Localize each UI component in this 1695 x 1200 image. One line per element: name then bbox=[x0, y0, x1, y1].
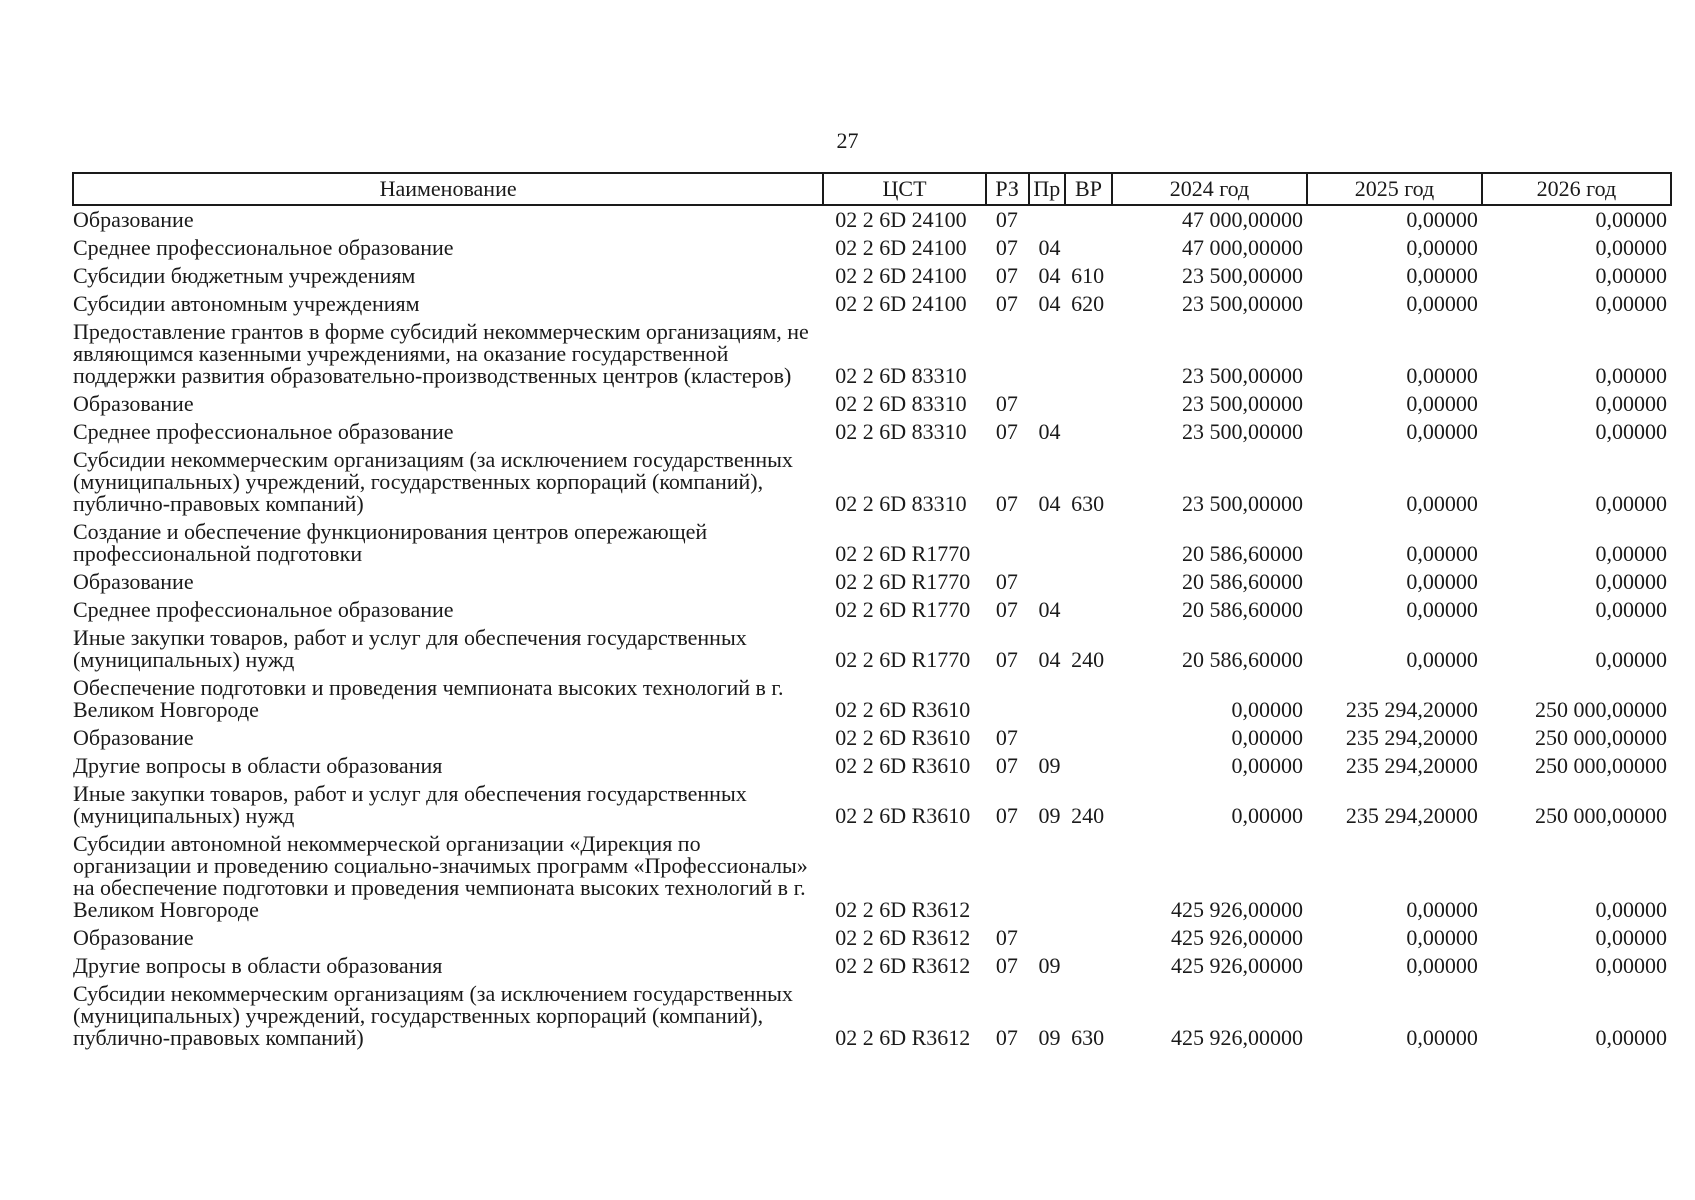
cell-pr bbox=[1029, 924, 1066, 952]
cell-2024: 23 500,00000 bbox=[1182, 363, 1304, 388]
cell-vr: 630 bbox=[1071, 1025, 1105, 1050]
cell-pr bbox=[1029, 390, 1066, 418]
cell-cst: 02 2 6D R1770 bbox=[835, 647, 971, 672]
cell-name: Иные закупки товаров, работ и услуг для обеспечения государственных (муниципальных) нужд bbox=[73, 625, 747, 672]
cell-name: Другие вопросы в области образования bbox=[73, 953, 443, 978]
cell-2025: 0,00000 bbox=[1406, 391, 1478, 416]
cell-rz: 07 bbox=[995, 1025, 1018, 1050]
cell-vr: 610 bbox=[1071, 263, 1105, 288]
cell-vr bbox=[1065, 390, 1112, 418]
cell-rz bbox=[986, 318, 1029, 390]
cell-name: Образование bbox=[73, 725, 194, 750]
cell-2025: 0,00000 bbox=[1406, 925, 1478, 950]
cell-2024: 23 500,00000 bbox=[1182, 419, 1304, 444]
cell-name: Среднее профессиональное образование bbox=[73, 419, 454, 444]
cell-2024: 47 000,00000 bbox=[1182, 207, 1304, 232]
cell-pr: 04 bbox=[1038, 419, 1061, 444]
cell-cst: 02 2 6D R1770 bbox=[835, 597, 971, 622]
cell-2024: 425 926,00000 bbox=[1171, 897, 1304, 922]
cell-2025: 0,00000 bbox=[1406, 263, 1478, 288]
cell-name: Образование bbox=[73, 207, 194, 232]
cell-rz: 07 bbox=[995, 419, 1018, 444]
cell-2025: 0,00000 bbox=[1406, 363, 1478, 388]
cell-2026: 250 000,00000 bbox=[1535, 697, 1667, 722]
cell-cst: 02 2 6D 83310 bbox=[835, 491, 967, 516]
cell-name: Субсидии некоммерческим организациям (за исключением государственных (муниципальных) учреждений, государственных корпораций (компаний), публично-правовых компаний) bbox=[73, 981, 793, 1050]
cell-pr bbox=[1029, 674, 1066, 724]
table-row bbox=[73, 596, 1671, 624]
cell-cst: 02 2 6D R3610 bbox=[835, 725, 971, 750]
cell-name: Субсидии автономной некоммерческой организации «Дирекция по организации и проведению социально-значимых программ «Профессионалы» на обеспечение подготовки и проведения чемпионата высоких технологий в г. Великом Новгороде bbox=[73, 831, 808, 922]
cell-rz bbox=[986, 830, 1029, 924]
cell-pr: 04 bbox=[1038, 597, 1061, 622]
cell-2024: 425 926,00000 bbox=[1171, 925, 1304, 950]
cell-vr: 630 bbox=[1071, 491, 1105, 516]
cell-2024: 23 500,00000 bbox=[1182, 291, 1304, 316]
table-row bbox=[73, 724, 1671, 752]
table-row bbox=[73, 205, 1671, 234]
cell-2024: 47 000,00000 bbox=[1182, 235, 1304, 260]
cell-2024: 23 500,00000 bbox=[1182, 491, 1304, 516]
table-row bbox=[73, 234, 1671, 262]
table-row bbox=[73, 924, 1671, 952]
cell-rz: 07 bbox=[995, 753, 1018, 778]
table-body bbox=[73, 205, 1671, 1052]
cell-2026: 250 000,00000 bbox=[1535, 725, 1667, 750]
cell-name: Образование bbox=[73, 925, 194, 950]
cell-vr bbox=[1065, 924, 1112, 952]
cell-vr bbox=[1065, 234, 1112, 262]
cell-2024: 425 926,00000 bbox=[1171, 953, 1304, 978]
cell-2026: 0,00000 bbox=[1595, 569, 1667, 594]
cell-rz: 07 bbox=[995, 291, 1018, 316]
cell-rz bbox=[986, 674, 1029, 724]
cell-2026: 0,00000 bbox=[1595, 897, 1667, 922]
table-row bbox=[73, 568, 1671, 596]
cell-pr: 09 bbox=[1038, 803, 1061, 828]
cell-name: Субсидии бюджетным учреждениям bbox=[73, 263, 416, 288]
cell-name: Создание и обеспечение функционирования центров опережающей профессиональной подготовки bbox=[73, 519, 708, 566]
header-2026: 2026 год bbox=[1482, 173, 1671, 205]
cell-cst: 02 2 6D 24100 bbox=[835, 235, 967, 260]
cell-name: Образование bbox=[73, 391, 194, 416]
cell-2025: 235 294,20000 bbox=[1345, 697, 1478, 722]
cell-2025: 235 294,20000 bbox=[1345, 753, 1478, 778]
cell-vr bbox=[1065, 205, 1112, 234]
cell-vr bbox=[1065, 830, 1112, 924]
cell-2024: 23 500,00000 bbox=[1182, 263, 1304, 288]
cell-cst: 02 2 6D R1770 bbox=[835, 541, 971, 566]
cell-pr: 04 bbox=[1038, 291, 1061, 316]
cell-2025: 0,00000 bbox=[1406, 597, 1478, 622]
cell-cst: 02 2 6D 83310 bbox=[835, 363, 967, 388]
cell-pr bbox=[1029, 205, 1066, 234]
cell-name: Иные закупки товаров, работ и услуг для обеспечения государственных (муниципальных) нужд bbox=[73, 781, 747, 828]
table-row bbox=[73, 780, 1671, 830]
table-row bbox=[73, 446, 1671, 518]
cell-pr: 09 bbox=[1038, 953, 1061, 978]
cell-rz: 07 bbox=[995, 207, 1018, 232]
header-name: Наименование bbox=[73, 173, 823, 205]
table-row bbox=[73, 952, 1671, 980]
cell-name: Обеспечение подготовки и проведения чемпионата высоких технологий в г. Великом Новгороде bbox=[73, 675, 784, 722]
cell-vr bbox=[1065, 724, 1112, 752]
cell-pr: 04 bbox=[1038, 263, 1061, 288]
cell-2026: 250 000,00000 bbox=[1535, 803, 1667, 828]
cell-2024: 0,00000 bbox=[1231, 725, 1304, 750]
cell-2026: 0,00000 bbox=[1595, 207, 1667, 232]
cell-2026: 0,00000 bbox=[1595, 541, 1667, 566]
cell-2024: 425 926,00000 bbox=[1171, 1025, 1304, 1050]
cell-cst: 02 2 6D R1770 bbox=[835, 569, 971, 594]
cell-2025: 0,00000 bbox=[1406, 647, 1478, 672]
cell-vr bbox=[1065, 518, 1112, 568]
cell-2024: 20 586,60000 bbox=[1182, 647, 1304, 672]
header-2025: 2025 год bbox=[1307, 173, 1482, 205]
cell-rz: 07 bbox=[995, 235, 1018, 260]
cell-pr: 09 bbox=[1038, 1025, 1061, 1050]
cell-rz: 07 bbox=[995, 263, 1018, 288]
table-row bbox=[73, 518, 1671, 568]
cell-2024: 20 586,60000 bbox=[1182, 541, 1304, 566]
cell-pr: 04 bbox=[1038, 491, 1061, 516]
cell-vr: 240 bbox=[1071, 803, 1105, 828]
cell-vr bbox=[1065, 674, 1112, 724]
cell-2026: 0,00000 bbox=[1595, 1025, 1667, 1050]
cell-2026: 0,00000 bbox=[1595, 925, 1667, 950]
cell-2025: 0,00000 bbox=[1406, 1025, 1478, 1050]
cell-rz: 07 bbox=[995, 569, 1018, 594]
cell-cst: 02 2 6D R3610 bbox=[835, 753, 971, 778]
cell-rz: 07 bbox=[995, 803, 1018, 828]
cell-2026: 0,00000 bbox=[1595, 363, 1667, 388]
cell-2026: 0,00000 bbox=[1595, 391, 1667, 416]
cell-rz: 07 bbox=[995, 597, 1018, 622]
cell-name: Другие вопросы в области образования bbox=[73, 753, 443, 778]
cell-2024: 20 586,60000 bbox=[1182, 597, 1304, 622]
cell-2025: 0,00000 bbox=[1406, 207, 1478, 232]
cell-name: Среднее профессиональное образование bbox=[73, 597, 454, 622]
cell-2026: 0,00000 bbox=[1595, 263, 1667, 288]
cell-name: Предоставление грантов в форме субсидий некоммерческим организациям, не являющимся казенными учреждениями, на оказание государственной поддержки развития образовательно-производственных центров (кластеров) bbox=[73, 319, 809, 388]
header-row bbox=[73, 173, 1671, 205]
table-row bbox=[73, 262, 1671, 290]
cell-2026: 250 000,00000 bbox=[1535, 753, 1667, 778]
cell-2024: 20 586,60000 bbox=[1182, 569, 1304, 594]
cell-vr bbox=[1065, 318, 1112, 390]
cell-rz: 07 bbox=[995, 725, 1018, 750]
header-2024: 2024 год bbox=[1112, 173, 1307, 205]
cell-name: Субсидии автономным учреждениям bbox=[73, 291, 420, 316]
cell-pr: 09 bbox=[1038, 753, 1061, 778]
cell-vr: 240 bbox=[1071, 647, 1105, 672]
cell-pr bbox=[1029, 830, 1066, 924]
cell-cst: 02 2 6D 24100 bbox=[835, 207, 967, 232]
cell-pr bbox=[1029, 568, 1066, 596]
cell-2026: 0,00000 bbox=[1595, 597, 1667, 622]
cell-cst: 02 2 6D 24100 bbox=[835, 263, 967, 288]
cell-2025: 0,00000 bbox=[1406, 491, 1478, 516]
cell-name: Образование bbox=[73, 569, 194, 594]
cell-2024: 0,00000 bbox=[1231, 697, 1304, 722]
cell-2026: 0,00000 bbox=[1595, 291, 1667, 316]
cell-2025: 0,00000 bbox=[1406, 235, 1478, 260]
cell-2024: 0,00000 bbox=[1231, 753, 1304, 778]
cell-rz: 07 bbox=[995, 925, 1018, 950]
table-row bbox=[73, 290, 1671, 318]
table-row bbox=[73, 418, 1671, 446]
cell-2025: 0,00000 bbox=[1406, 291, 1478, 316]
cell-2026: 0,00000 bbox=[1595, 235, 1667, 260]
cell-vr bbox=[1065, 418, 1112, 446]
table-row bbox=[73, 830, 1671, 924]
cell-cst: 02 2 6D R3612 bbox=[835, 953, 971, 978]
cell-pr bbox=[1029, 318, 1066, 390]
cell-2025: 0,00000 bbox=[1406, 419, 1478, 444]
cell-2024: 23 500,00000 bbox=[1182, 391, 1304, 416]
header-rz: РЗ bbox=[986, 173, 1029, 205]
cell-cst: 02 2 6D R3612 bbox=[835, 897, 971, 922]
cell-rz: 07 bbox=[995, 391, 1018, 416]
table-row bbox=[73, 980, 1671, 1052]
table-header bbox=[73, 173, 1671, 205]
cell-2026: 0,00000 bbox=[1595, 491, 1667, 516]
header-vr: ВР bbox=[1065, 173, 1112, 205]
budget-table bbox=[72, 172, 1672, 1052]
cell-pr: 04 bbox=[1038, 235, 1061, 260]
table-row bbox=[73, 752, 1671, 780]
cell-2025: 235 294,20000 bbox=[1345, 725, 1478, 750]
cell-cst: 02 2 6D R3610 bbox=[835, 697, 971, 722]
cell-2025: 235 294,20000 bbox=[1345, 803, 1478, 828]
page-number: 27 bbox=[836, 128, 859, 153]
table-row bbox=[73, 390, 1671, 418]
table-row bbox=[73, 318, 1671, 390]
cell-rz bbox=[986, 518, 1029, 568]
cell-2024: 0,00000 bbox=[1231, 803, 1304, 828]
cell-vr bbox=[1065, 596, 1112, 624]
cell-2025: 0,00000 bbox=[1406, 897, 1478, 922]
cell-cst: 02 2 6D 24100 bbox=[835, 291, 967, 316]
cell-2025: 0,00000 bbox=[1406, 953, 1478, 978]
cell-2026: 0,00000 bbox=[1595, 419, 1667, 444]
cell-rz: 07 bbox=[995, 491, 1018, 516]
cell-cst: 02 2 6D R3612 bbox=[835, 925, 971, 950]
table-row bbox=[73, 674, 1671, 724]
cell-cst: 02 2 6D R3610 bbox=[835, 803, 971, 828]
cell-name: Среднее профессиональное образование bbox=[73, 235, 454, 260]
cell-2026: 0,00000 bbox=[1595, 953, 1667, 978]
cell-cst: 02 2 6D 83310 bbox=[835, 391, 967, 416]
cell-cst: 02 2 6D 83310 bbox=[835, 419, 967, 444]
header-cst: ЦСТ bbox=[823, 173, 986, 205]
cell-2025: 0,00000 bbox=[1406, 541, 1478, 566]
cell-pr bbox=[1029, 518, 1066, 568]
cell-cst: 02 2 6D R3612 bbox=[835, 1025, 971, 1050]
cell-vr bbox=[1065, 952, 1112, 980]
cell-rz: 07 bbox=[995, 647, 1018, 672]
cell-vr: 620 bbox=[1071, 291, 1105, 316]
cell-name: Субсидии некоммерческим организациям (за исключением государственных (муниципальных) учреждений, государственных корпораций (компаний), публично-правовых компаний) bbox=[73, 447, 793, 516]
cell-2025: 0,00000 bbox=[1406, 569, 1478, 594]
cell-pr bbox=[1029, 724, 1066, 752]
header-pr: Пр bbox=[1029, 173, 1066, 205]
cell-vr bbox=[1065, 568, 1112, 596]
cell-pr: 04 bbox=[1038, 647, 1061, 672]
cell-2026: 0,00000 bbox=[1595, 647, 1667, 672]
cell-rz: 07 bbox=[995, 953, 1018, 978]
table-row bbox=[73, 624, 1671, 674]
cell-vr bbox=[1065, 752, 1112, 780]
